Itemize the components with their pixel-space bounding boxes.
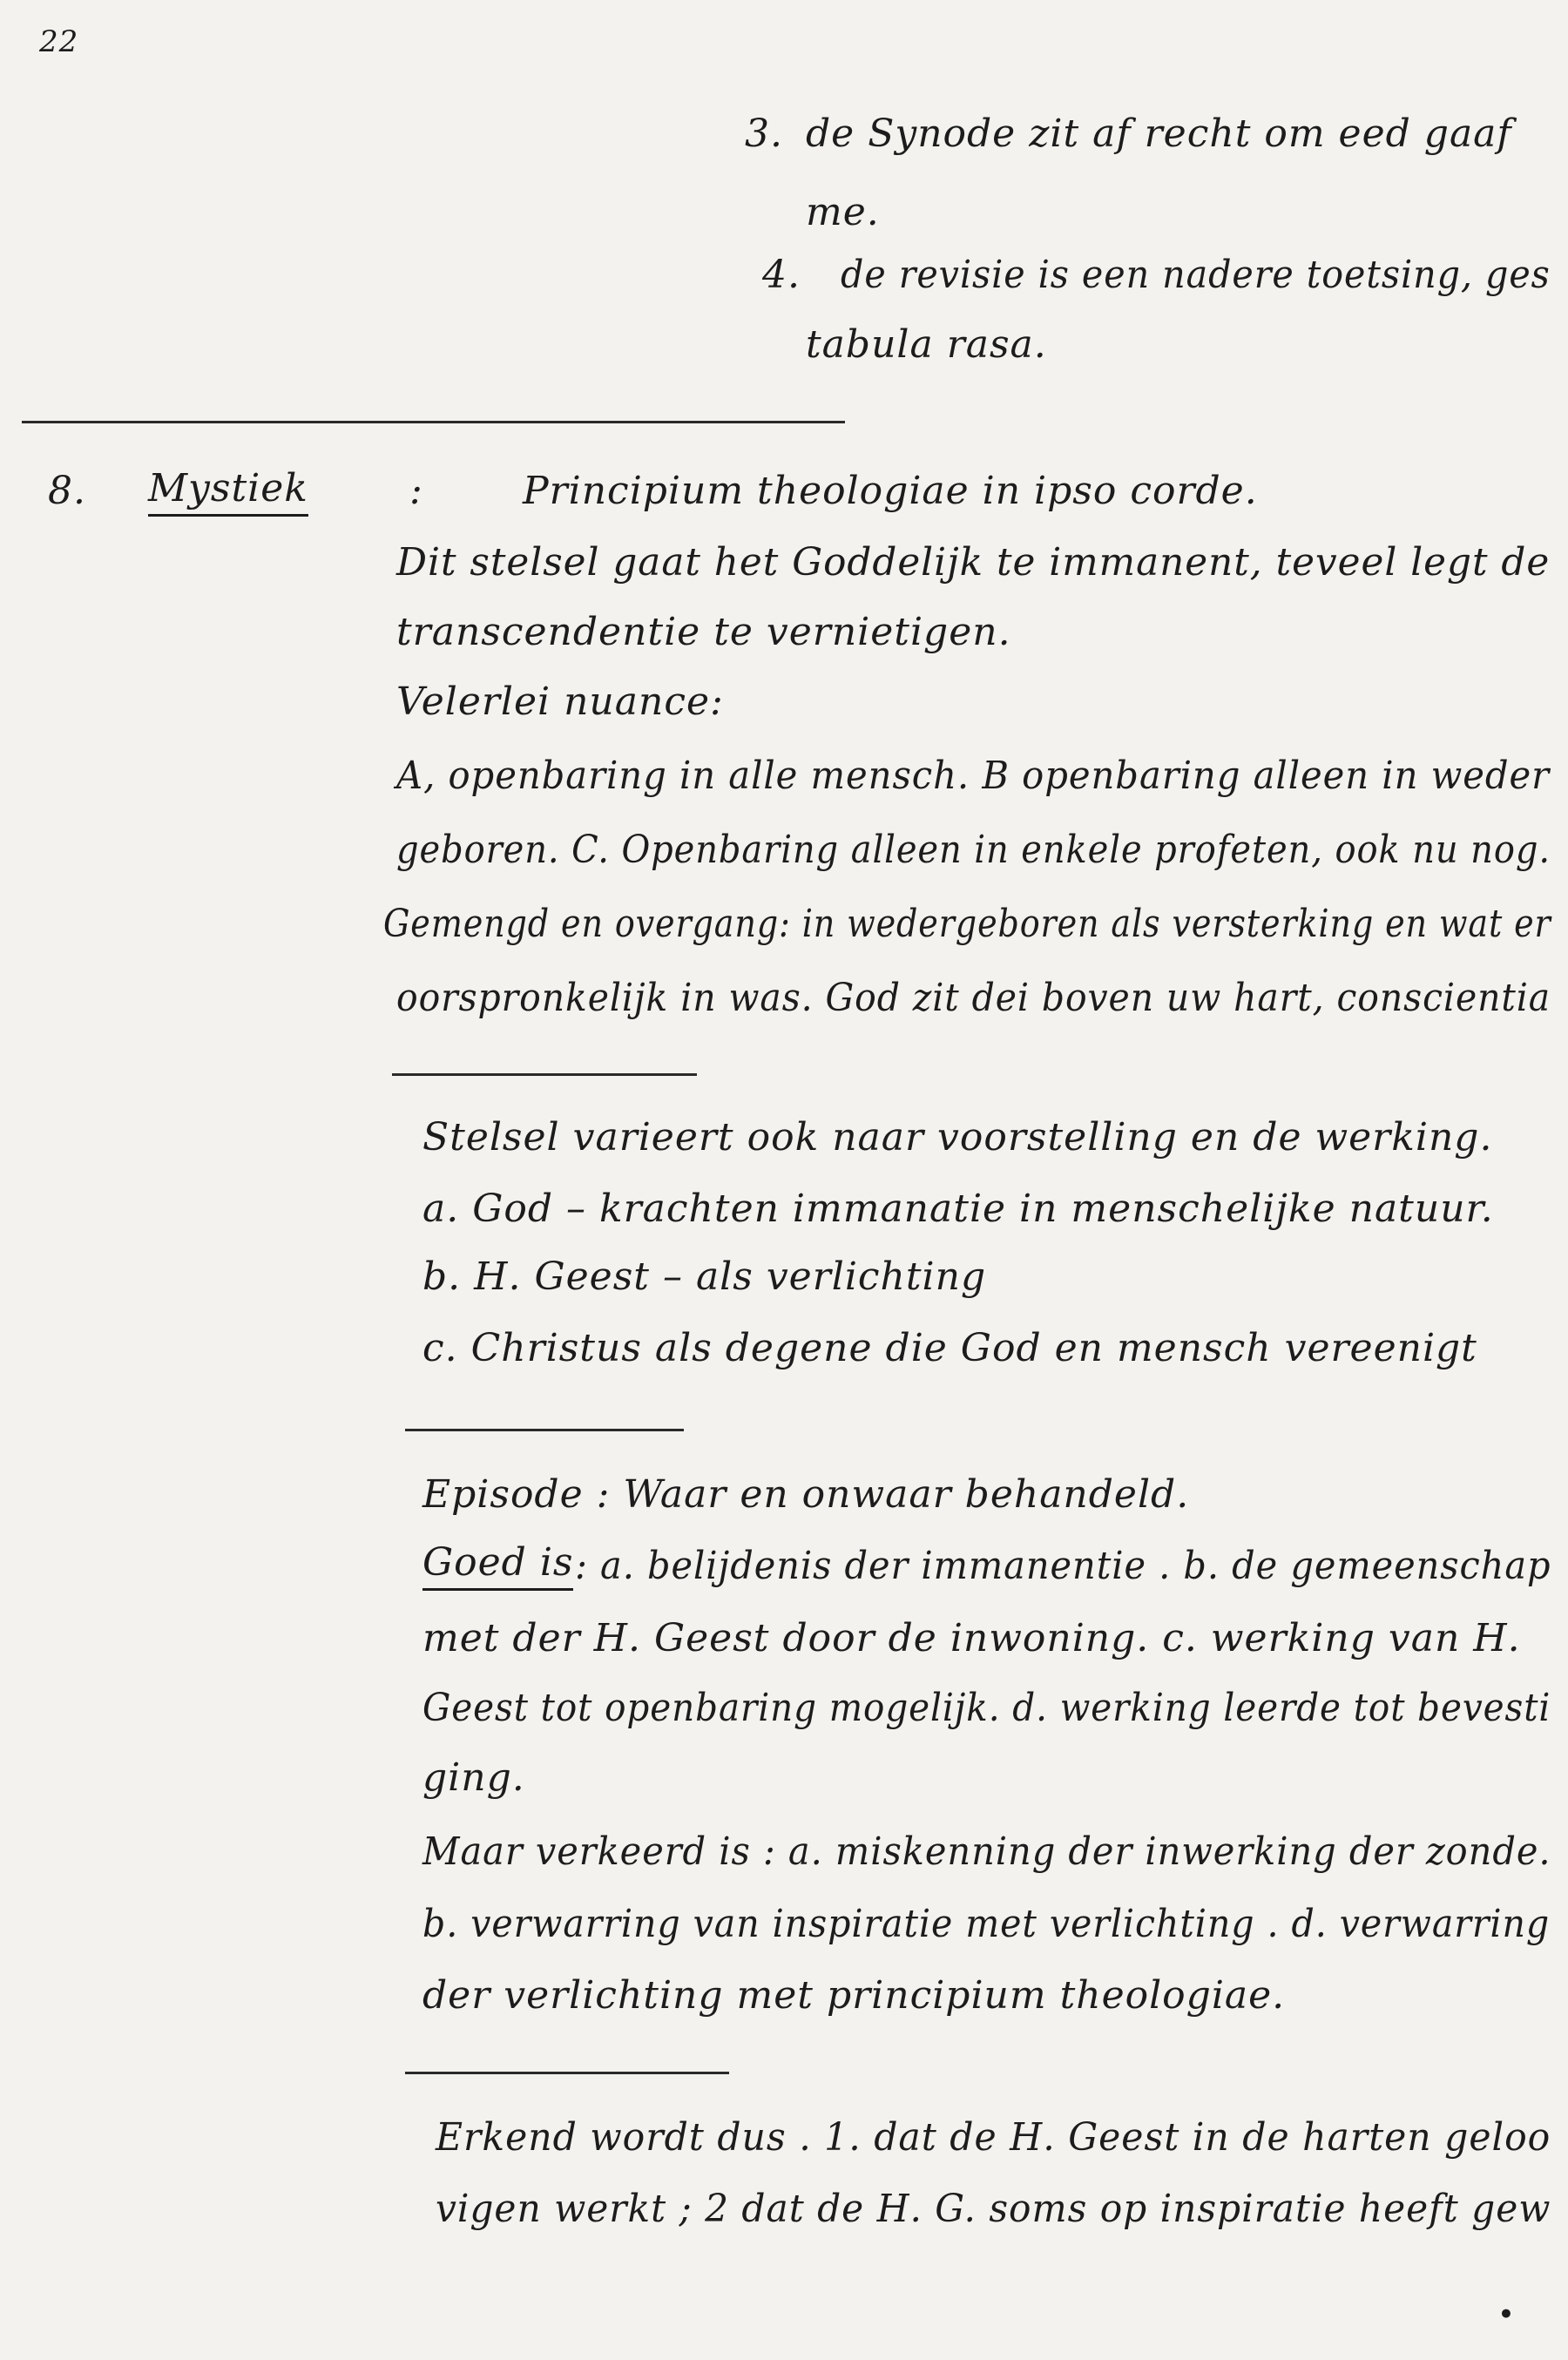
body-line: geboren. C. Openbaring alleen in enkele profeten, ook nu nog. [396,828,1551,872]
body-line: met der H. Geest door de inwoning. c. werking van H. [422,1616,1521,1660]
body-line: Gemengd en overgang: in wedergeboren als versterking en wat er [383,902,1551,946]
body-line: c. Christus als degene die God en mensch vereenigt [422,1326,1477,1370]
page-number: 22 [39,24,79,59]
list-item-text: tabula rasa. [806,322,1047,367]
body-line: a. God – krachten immanatie in menschelijke natuur. [422,1187,1494,1231]
body-line: Geest tot openbaring mogelijk. d. werking leerde tot bevesti [422,1686,1551,1730]
body-line: oorspronkelijk in was. God zit dei boven uw hart, conscientia [396,976,1551,1020]
body-line: b. verwarring van inspiratie met verlichting . d. verwarring [422,1902,1551,1946]
body-line: Stelsel varieert ook naar voorstelling en de werking. [422,1115,1493,1160]
divider [405,2072,729,2074]
section-heading: Mystiek [148,466,308,517]
body-line: Episode : Waar en onwaar behandeld. [422,1472,1190,1517]
divider [392,1073,697,1076]
body-line: A, openbaring in alle mensch. B openbaring alleen in weder [396,754,1551,798]
list-item-text: de revisie is een nadere toetsing, ges [841,253,1551,297]
body-line: Velerlei nuance: [396,680,724,724]
list-item-number: 3. [745,112,783,156]
divider [22,421,845,423]
body-line: transcendentie te vernietigen. [396,610,1011,654]
section-number: 8. [48,469,86,513]
list-item-text: me. [806,190,880,234]
list-item-number: 4. [762,253,801,297]
heading-colon: : [409,469,423,513]
section-subtitle: Principium theologiae in ipso corde. [523,469,1258,513]
body-line: Erkend wordt dus . 1. dat de H. Geest in de harten geloo [436,2115,1551,2160]
body-line: Dit stelsel gaat het Goddelijk te immanent, teveel legt de [396,540,1551,585]
list-item-text: de Synode zit af recht om eed gaaf [806,112,1512,156]
goed-label: Goed is [422,1540,573,1591]
corner-mark: • [1498,2300,1514,2329]
divider [405,1429,684,1431]
body-line: : a. belijdenis der immanentie . b. de gemeenschap [575,1544,1551,1588]
body-line: b. H. Geest – als verlichting [422,1254,987,1299]
body-line: der verlichting met principium theologiae. [422,1973,1286,2018]
body-line: Maar verkeerd is : a. miskenning der inwerking der zonde. [422,1829,1551,1874]
body-line: ging. [422,1755,525,1800]
body-line: vigen werkt ; 2 dat de H. G. soms op inspiratie heeft gew [436,2187,1551,2231]
